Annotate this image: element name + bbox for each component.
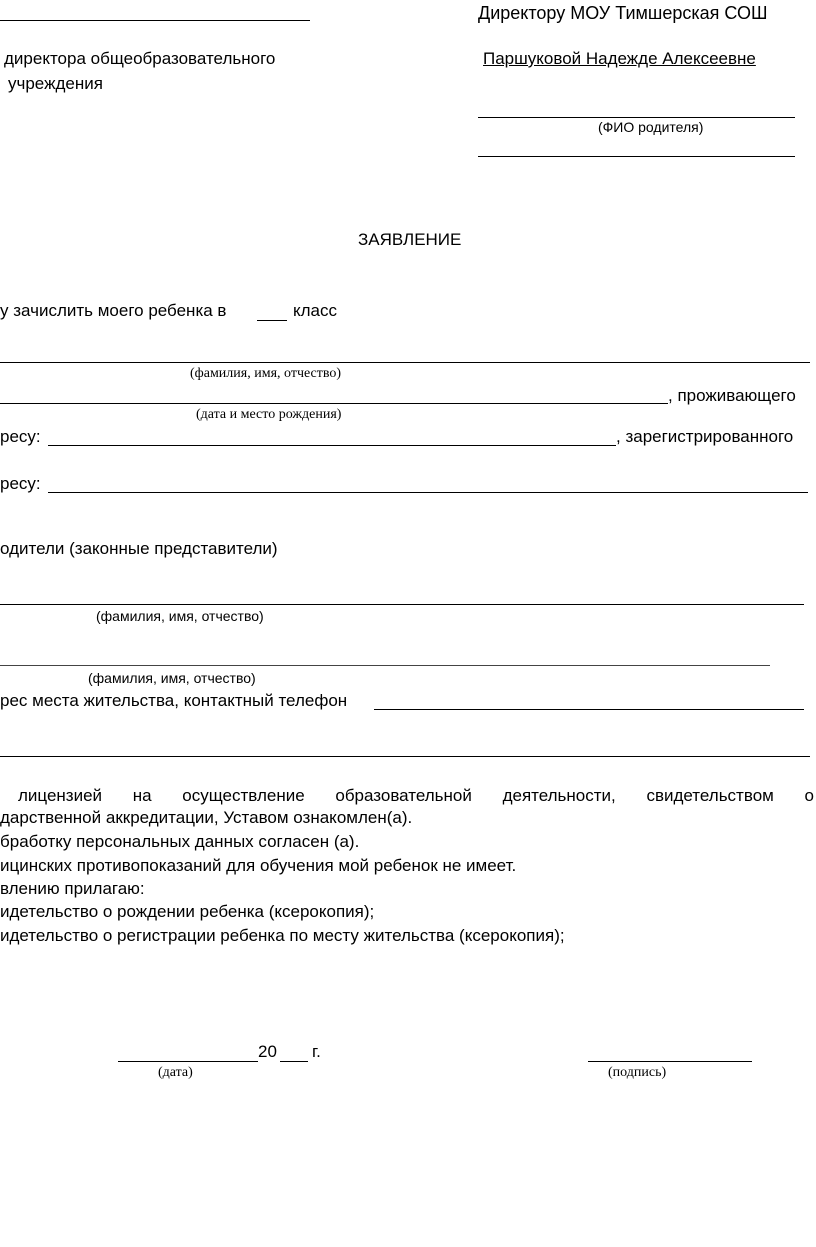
parent2-caption: (фамилия, имя, отчество) [88, 670, 256, 686]
request-suffix: класс [293, 301, 338, 320]
year-line [280, 1061, 308, 1062]
left-position-line1: директора общеобразовательного [4, 49, 276, 68]
parent1-line [0, 604, 804, 605]
class-blank-line [257, 320, 287, 321]
director-to: Директору МОУ Тимшерская СОШ [478, 3, 768, 23]
year-prefix: 20 [258, 1042, 277, 1061]
top-left-blank-line [0, 20, 310, 21]
attach-item-2: идетельство о регистрации ребенка по месту жительства (ксерокопия); [0, 926, 565, 945]
signature-caption: (подпись) [608, 1065, 667, 1080]
address2-prefix: ресу: [0, 474, 41, 493]
date-caption: (дата) [158, 1065, 193, 1080]
extra-contact-line [0, 756, 810, 757]
contact-prefix: рес места жительства, контактный телефон [0, 691, 348, 710]
accreditation-text: дарственной аккредитации, Уставом ознакомлен(а). [0, 808, 413, 827]
child-fio-line [0, 362, 810, 363]
living-suffix: , проживающего [668, 386, 796, 405]
attach-text: влению прилагаю: [0, 879, 145, 898]
parent-fio-line [478, 117, 795, 118]
address-line [48, 445, 616, 446]
parent1-caption: (фамилия, имя, отчество) [96, 608, 264, 624]
address-prefix: ресу: [0, 427, 41, 446]
contact-line [374, 709, 804, 710]
page-title: ЗАЯВЛЕНИЕ [358, 230, 462, 249]
personal-data-text: бработку персональных данных согласен (а). [0, 832, 360, 851]
left-position-line2: учреждения [8, 74, 103, 93]
registered-suffix: , зарегистрированного [616, 427, 794, 446]
parent2-line [0, 665, 770, 666]
parent-fio-caption: (ФИО родителя) [598, 119, 704, 135]
year-suffix: г. [312, 1042, 321, 1061]
license-text: лицензией на осуществление образовательной деятельности, свидетельством о [18, 786, 814, 805]
parents-heading: одители (законные представители) [0, 539, 278, 558]
signature-line [588, 1061, 752, 1062]
parent-extra-line [478, 156, 795, 157]
birth-line [0, 403, 668, 404]
child-fio-caption: (фамилия, имя, отчество) [190, 366, 342, 381]
address2-line [48, 492, 808, 493]
birth-caption: (дата и место рождения) [196, 407, 342, 422]
date-line [118, 1061, 258, 1062]
attach-item-1: идетельство о рождении ребенка (ксерокопия); [0, 902, 375, 921]
director-name: Паршуковой Надежде Алексеевне [483, 49, 756, 68]
request-prefix: у зачислить моего ребенка в [0, 301, 227, 320]
contraindications-text: ицинских противопоказаний для обучения мой ребенок не имеет. [0, 856, 517, 875]
